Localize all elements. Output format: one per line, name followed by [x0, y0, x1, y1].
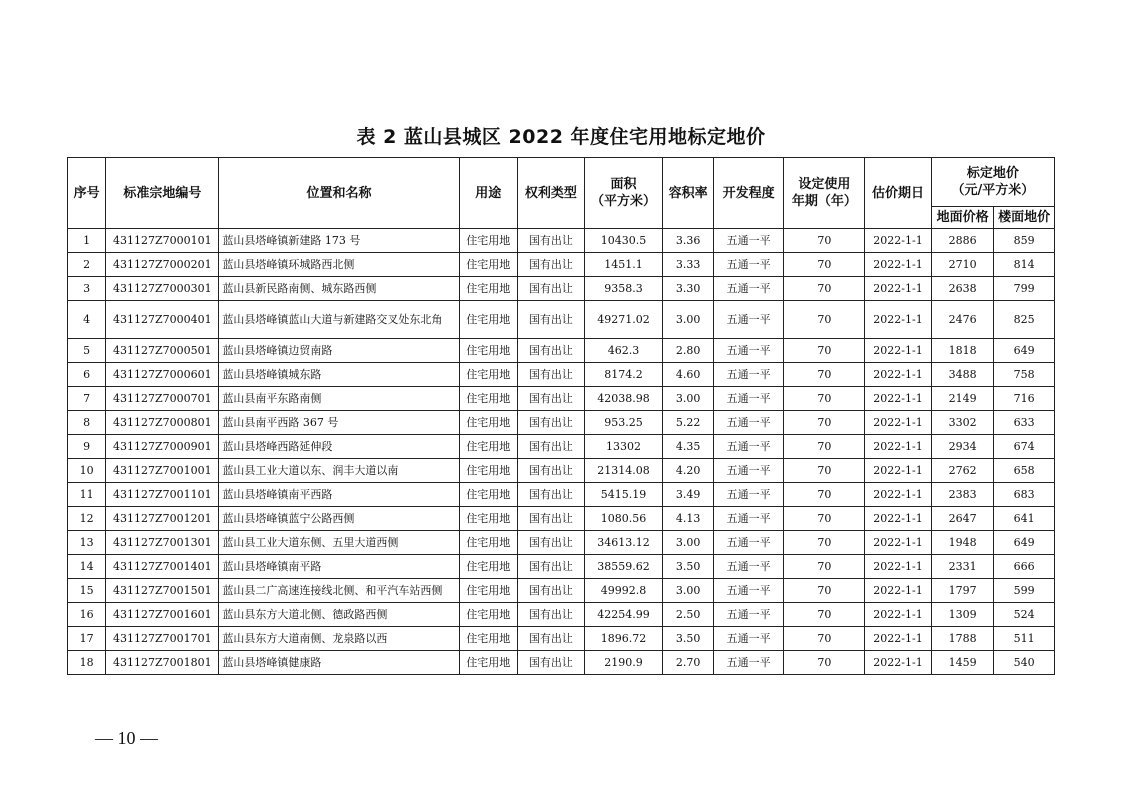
- cell-years: 70: [784, 339, 865, 363]
- cell-land-price: 1788: [931, 627, 994, 651]
- cell-years: 70: [784, 253, 865, 277]
- cell-floor-price: 524: [994, 603, 1055, 627]
- header-years: [784, 158, 865, 229]
- cell-far: 2.70: [663, 651, 713, 675]
- cell-years: 70: [784, 387, 865, 411]
- cell-date: 2022-1-1: [865, 627, 932, 651]
- cell-use: 住宅用地: [459, 253, 518, 277]
- cell-date: 2022-1-1: [865, 387, 932, 411]
- cell-area: 5415.19: [584, 483, 663, 507]
- cell-code: 431127Z7000201: [106, 253, 219, 277]
- cell-code: 431127Z7001201: [106, 507, 219, 531]
- cell-years: 70: [784, 435, 865, 459]
- cell-date: 2022-1-1: [865, 253, 932, 277]
- cell-dev: 五通一平: [713, 483, 784, 507]
- cell-code: 431127Z7001701: [106, 627, 219, 651]
- cell-floor-price: 683: [994, 483, 1055, 507]
- cell-seq: 7: [68, 387, 106, 411]
- table-row: [68, 651, 1055, 675]
- cell-area: 42038.98: [584, 387, 663, 411]
- cell-rights: 国有出让: [518, 339, 585, 363]
- cell-rights: 国有出让: [518, 555, 585, 579]
- cell-years: 70: [784, 627, 865, 651]
- cell-dev: 五通一平: [713, 435, 784, 459]
- cell-dev: 五通一平: [713, 253, 784, 277]
- cell-area: 1080.56: [584, 507, 663, 531]
- cell-code: 431127Z7001301: [106, 531, 219, 555]
- cell-seq: 3: [68, 277, 106, 301]
- cell-far: 3.50: [663, 627, 713, 651]
- cell-years: 70: [784, 555, 865, 579]
- table-row: [68, 363, 1055, 387]
- cell-land-price: 1818: [931, 339, 994, 363]
- cell-code: 431127Z7000901: [106, 435, 219, 459]
- cell-rights: 国有出让: [518, 229, 585, 253]
- page-number: — 10 —: [95, 728, 158, 748]
- cell-floor-price: 540: [994, 651, 1055, 675]
- cell-dev: 五通一平: [713, 555, 784, 579]
- cell-dev: 五通一平: [713, 603, 784, 627]
- cell-rights: 国有出让: [518, 579, 585, 603]
- cell-far: 3.00: [663, 531, 713, 555]
- cell-area: 13302: [584, 435, 663, 459]
- cell-dev: 五通一平: [713, 459, 784, 483]
- cell-use: 住宅用地: [459, 435, 518, 459]
- cell-date: 2022-1-1: [865, 301, 932, 339]
- header-price-line1: 标定地价: [966, 166, 1019, 181]
- cell-far: 3.00: [663, 387, 713, 411]
- header-floor-price: 楼面地价: [994, 207, 1055, 229]
- cell-seq: 4: [68, 301, 106, 339]
- header-price: [931, 158, 1054, 207]
- cell-use: 住宅用地: [459, 229, 518, 253]
- cell-date: 2022-1-1: [865, 363, 932, 387]
- table-row: [68, 603, 1055, 627]
- cell-area: 49271.02: [584, 301, 663, 339]
- header-years-line2: 年期（年）: [791, 194, 857, 209]
- cell-location: 蓝山县南平东路南侧: [219, 387, 459, 411]
- cell-code: 431127Z7000401: [106, 301, 219, 339]
- cell-date: 2022-1-1: [865, 579, 932, 603]
- cell-dev: 五通一平: [713, 229, 784, 253]
- cell-use: 住宅用地: [459, 651, 518, 675]
- cell-area: 10430.5: [584, 229, 663, 253]
- cell-code: 431127Z7000701: [106, 387, 219, 411]
- cell-land-price: 2383: [931, 483, 994, 507]
- cell-rights: 国有出让: [518, 627, 585, 651]
- cell-seq: 11: [68, 483, 106, 507]
- cell-years: 70: [784, 603, 865, 627]
- cell-seq: 13: [68, 531, 106, 555]
- cell-dev: 五通一平: [713, 531, 784, 555]
- table-row: [68, 531, 1055, 555]
- cell-area: 9358.3: [584, 277, 663, 301]
- cell-code: 431127Z7000101: [106, 229, 219, 253]
- cell-dev: 五通一平: [713, 363, 784, 387]
- table-row: [68, 627, 1055, 651]
- cell-dev: 五通一平: [713, 411, 784, 435]
- header-far: 容积率: [663, 158, 713, 229]
- cell-far: 2.50: [663, 603, 713, 627]
- cell-code: 431127Z7000501: [106, 339, 219, 363]
- cell-far: 3.30: [663, 277, 713, 301]
- cell-years: 70: [784, 483, 865, 507]
- cell-rights: 国有出让: [518, 387, 585, 411]
- cell-floor-price: 814: [994, 253, 1055, 277]
- cell-far: 4.35: [663, 435, 713, 459]
- cell-seq: 5: [68, 339, 106, 363]
- cell-years: 70: [784, 459, 865, 483]
- cell-dev: 五通一平: [713, 387, 784, 411]
- table-row: [68, 411, 1055, 435]
- table-row: [68, 301, 1055, 339]
- cell-land-price: 1459: [931, 651, 994, 675]
- cell-use: 住宅用地: [459, 627, 518, 651]
- cell-code: 431127Z7001501: [106, 579, 219, 603]
- cell-floor-price: 666: [994, 555, 1055, 579]
- cell-floor-price: 658: [994, 459, 1055, 483]
- cell-date: 2022-1-1: [865, 651, 932, 675]
- cell-location: 蓝山县工业大道东侧、五里大道西侧: [219, 531, 459, 555]
- table-row: [68, 229, 1055, 253]
- header-seq: 序号: [68, 158, 106, 229]
- cell-rights: 国有出让: [518, 651, 585, 675]
- cell-seq: 14: [68, 555, 106, 579]
- cell-rights: 国有出让: [518, 603, 585, 627]
- cell-land-price: 1309: [931, 603, 994, 627]
- cell-use: 住宅用地: [459, 555, 518, 579]
- cell-years: 70: [784, 411, 865, 435]
- cell-location: 蓝山县东方大道北侧、德政路西侧: [219, 603, 459, 627]
- cell-rights: 国有出让: [518, 363, 585, 387]
- header-land-price: 地面价格: [931, 207, 994, 229]
- cell-dev: 五通一平: [713, 339, 784, 363]
- cell-area: 2190.9: [584, 651, 663, 675]
- header-rights: 权利类型: [518, 158, 585, 229]
- cell-far: 5.22: [663, 411, 713, 435]
- cell-area: 8174.2: [584, 363, 663, 387]
- cell-seq: 2: [68, 253, 106, 277]
- cell-dev: 五通一平: [713, 579, 784, 603]
- cell-years: 70: [784, 363, 865, 387]
- cell-land-price: 2710: [931, 253, 994, 277]
- cell-code: 431127Z7001101: [106, 483, 219, 507]
- table-row: [68, 387, 1055, 411]
- cell-dev: 五通一平: [713, 627, 784, 651]
- cell-floor-price: 674: [994, 435, 1055, 459]
- cell-land-price: 1948: [931, 531, 994, 555]
- header-location: 位置和名称: [219, 158, 459, 229]
- cell-use: 住宅用地: [459, 411, 518, 435]
- cell-seq: 1: [68, 229, 106, 253]
- cell-far: 4.13: [663, 507, 713, 531]
- cell-use: 住宅用地: [459, 531, 518, 555]
- cell-location: 蓝山县塔峰镇蓝宁公路西侧: [219, 507, 459, 531]
- table-row: [68, 507, 1055, 531]
- cell-seq: 10: [68, 459, 106, 483]
- cell-date: 2022-1-1: [865, 531, 932, 555]
- cell-floor-price: 599: [994, 579, 1055, 603]
- header-code: 标准宗地编号: [106, 158, 219, 229]
- cell-use: 住宅用地: [459, 459, 518, 483]
- header-price-line2: （元/平方米）: [951, 183, 1035, 198]
- cell-seq: 9: [68, 435, 106, 459]
- cell-rights: 国有出让: [518, 411, 585, 435]
- cell-date: 2022-1-1: [865, 603, 932, 627]
- cell-date: 2022-1-1: [865, 411, 932, 435]
- cell-far: 3.33: [663, 253, 713, 277]
- header-date: 估价期日: [865, 158, 932, 229]
- cell-location: 蓝山县塔峰镇蓝山大道与新建路交叉处东北角: [219, 301, 459, 339]
- cell-location: 蓝山县东方大道南侧、龙泉路以西: [219, 627, 459, 651]
- cell-location: 蓝山县塔峰镇城东路: [219, 363, 459, 387]
- cell-use: 住宅用地: [459, 301, 518, 339]
- cell-rights: 国有出让: [518, 483, 585, 507]
- cell-floor-price: 825: [994, 301, 1055, 339]
- cell-area: 1451.1: [584, 253, 663, 277]
- cell-use: 住宅用地: [459, 579, 518, 603]
- cell-area: 49992.8: [584, 579, 663, 603]
- cell-date: 2022-1-1: [865, 229, 932, 253]
- table-row: [68, 277, 1055, 301]
- cell-land-price: 3302: [931, 411, 994, 435]
- cell-date: 2022-1-1: [865, 459, 932, 483]
- table-row: [68, 483, 1055, 507]
- cell-land-price: 2762: [931, 459, 994, 483]
- cell-location: 蓝山县塔峰镇新建路 173 号: [219, 229, 459, 253]
- cell-date: 2022-1-1: [865, 507, 932, 531]
- cell-floor-price: 758: [994, 363, 1055, 387]
- cell-code: 431127Z7001601: [106, 603, 219, 627]
- cell-use: 住宅用地: [459, 277, 518, 301]
- cell-area: 38559.62: [584, 555, 663, 579]
- cell-date: 2022-1-1: [865, 483, 932, 507]
- cell-floor-price: 633: [994, 411, 1055, 435]
- cell-floor-price: 511: [994, 627, 1055, 651]
- cell-code: 431127Z7000801: [106, 411, 219, 435]
- cell-seq: 18: [68, 651, 106, 675]
- cell-land-price: 2149: [931, 387, 994, 411]
- cell-floor-price: 649: [994, 339, 1055, 363]
- cell-land-price: 2886: [931, 229, 994, 253]
- page-title: 表 2 蓝山县城区 2022 年度住宅用地标定地价: [356, 126, 766, 148]
- cell-date: 2022-1-1: [865, 277, 932, 301]
- cell-code: 431127Z7001001: [106, 459, 219, 483]
- cell-years: 70: [784, 651, 865, 675]
- cell-code: 431127Z7000601: [106, 363, 219, 387]
- cell-dev: 五通一平: [713, 651, 784, 675]
- table-row: [68, 435, 1055, 459]
- cell-floor-price: 649: [994, 531, 1055, 555]
- cell-dev: 五通一平: [713, 301, 784, 339]
- cell-location: 蓝山县塔峰西路延伸段: [219, 435, 459, 459]
- cell-land-price: 2476: [931, 301, 994, 339]
- cell-seq: 17: [68, 627, 106, 651]
- cell-seq: 8: [68, 411, 106, 435]
- table-row: [68, 555, 1055, 579]
- cell-land-price: 2638: [931, 277, 994, 301]
- cell-land-price: 2331: [931, 555, 994, 579]
- cell-location: 蓝山县二广高速连接线北侧、和平汽车站西侧: [219, 579, 459, 603]
- table-row: [68, 253, 1055, 277]
- cell-use: 住宅用地: [459, 483, 518, 507]
- cell-far: 4.20: [663, 459, 713, 483]
- table-row: [68, 459, 1055, 483]
- cell-use: 住宅用地: [459, 339, 518, 363]
- cell-location: 蓝山县塔峰镇边贸南路: [219, 339, 459, 363]
- cell-rights: 国有出让: [518, 531, 585, 555]
- cell-far: 3.36: [663, 229, 713, 253]
- cell-area: 42254.99: [584, 603, 663, 627]
- cell-years: 70: [784, 301, 865, 339]
- cell-code: 431127Z7001401: [106, 555, 219, 579]
- cell-area: 953.25: [584, 411, 663, 435]
- cell-land-price: 2934: [931, 435, 994, 459]
- cell-years: 70: [784, 579, 865, 603]
- land-price-table: [67, 157, 1055, 675]
- cell-floor-price: 799: [994, 277, 1055, 301]
- header-use: 用途: [459, 158, 518, 229]
- cell-location: 蓝山县塔峰镇环城路西北侧: [219, 253, 459, 277]
- cell-area: 1896.72: [584, 627, 663, 651]
- header-dev: 开发程度: [713, 158, 784, 229]
- cell-location: 蓝山县塔峰镇南平路: [219, 555, 459, 579]
- cell-date: 2022-1-1: [865, 555, 932, 579]
- cell-seq: 16: [68, 603, 106, 627]
- cell-land-price: 3488: [931, 363, 994, 387]
- cell-area: 462.3: [584, 339, 663, 363]
- cell-location: 蓝山县塔峰镇健康路: [219, 651, 459, 675]
- cell-floor-price: 859: [994, 229, 1055, 253]
- cell-use: 住宅用地: [459, 387, 518, 411]
- cell-rights: 国有出让: [518, 301, 585, 339]
- cell-location: 蓝山县工业大道以东、润丰大道以南: [219, 459, 459, 483]
- header-area-line2: （平方米）: [591, 194, 657, 209]
- cell-code: 431127Z7000301: [106, 277, 219, 301]
- cell-seq: 6: [68, 363, 106, 387]
- cell-area: 21314.08: [584, 459, 663, 483]
- header-area-line1: 面积: [610, 177, 637, 192]
- cell-rights: 国有出让: [518, 459, 585, 483]
- cell-far: 3.00: [663, 301, 713, 339]
- cell-far: 3.49: [663, 483, 713, 507]
- cell-floor-price: 716: [994, 387, 1055, 411]
- cell-rights: 国有出让: [518, 277, 585, 301]
- cell-years: 70: [784, 277, 865, 301]
- cell-floor-price: 641: [994, 507, 1055, 531]
- table-row: [68, 339, 1055, 363]
- cell-use: 住宅用地: [459, 363, 518, 387]
- cell-location: 蓝山县塔峰镇南平西路: [219, 483, 459, 507]
- cell-location: 蓝山县新民路南侧、城东路西侧: [219, 277, 459, 301]
- header-years-line1: 设定使用: [798, 177, 851, 192]
- cell-far: 4.60: [663, 363, 713, 387]
- cell-use: 住宅用地: [459, 603, 518, 627]
- cell-seq: 12: [68, 507, 106, 531]
- cell-far: 2.80: [663, 339, 713, 363]
- cell-dev: 五通一平: [713, 277, 784, 301]
- cell-land-price: 2647: [931, 507, 994, 531]
- cell-location: 蓝山县南平西路 367 号: [219, 411, 459, 435]
- cell-area: 34613.12: [584, 531, 663, 555]
- table-row: [68, 579, 1055, 603]
- cell-seq: 15: [68, 579, 106, 603]
- cell-use: 住宅用地: [459, 507, 518, 531]
- header-area: [584, 158, 663, 229]
- cell-dev: 五通一平: [713, 507, 784, 531]
- cell-years: 70: [784, 507, 865, 531]
- cell-rights: 国有出让: [518, 253, 585, 277]
- cell-date: 2022-1-1: [865, 435, 932, 459]
- cell-date: 2022-1-1: [865, 339, 932, 363]
- cell-years: 70: [784, 229, 865, 253]
- cell-far: 3.50: [663, 555, 713, 579]
- cell-far: 3.00: [663, 579, 713, 603]
- cell-years: 70: [784, 531, 865, 555]
- cell-land-price: 1797: [931, 579, 994, 603]
- cell-rights: 国有出让: [518, 507, 585, 531]
- cell-rights: 国有出让: [518, 435, 585, 459]
- cell-code: 431127Z7001801: [106, 651, 219, 675]
